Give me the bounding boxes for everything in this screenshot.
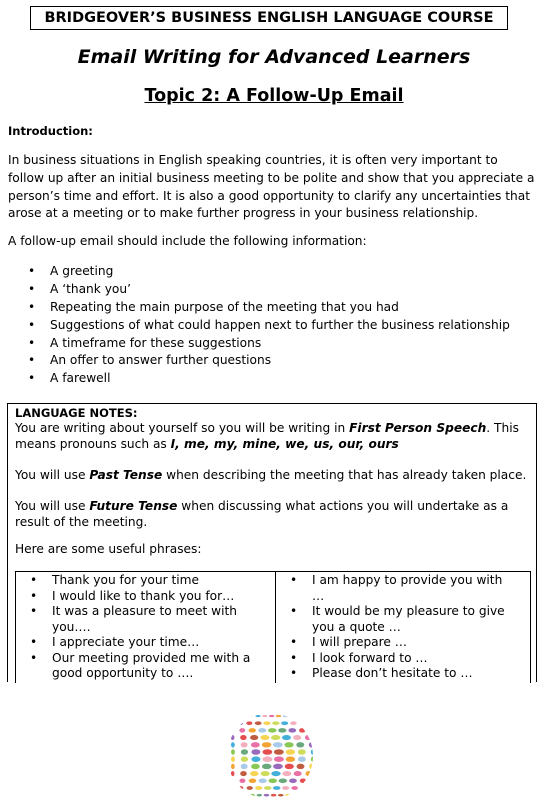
note-text: You will use	[15, 499, 90, 513]
logo-bubble	[264, 786, 271, 790]
logo-bubble	[251, 756, 260, 762]
logo-bubble	[238, 786, 243, 790]
logo-bubble	[298, 756, 306, 762]
logo-bubble	[231, 735, 235, 740]
logo-bubble	[231, 742, 235, 747]
logo-bubble	[255, 786, 262, 790]
logo-bubble	[230, 721, 233, 725]
logo-bubble	[282, 771, 291, 776]
logo-bubble	[231, 764, 235, 769]
phrase-item: • It would be my pleasure to give you a quote …	[276, 604, 512, 635]
logo-bubble	[273, 742, 283, 747]
list-item: • A greeting	[22, 263, 510, 281]
logo-bubble	[297, 715, 301, 717]
logo-bubble	[272, 721, 279, 725]
list-item: • An offer to answer further questions	[22, 352, 510, 370]
note-text: when describing the meeting that has already taken place.	[162, 468, 527, 482]
course-title: BRIDGEOVER’S BUSINESS ENGLISH LANGUAGE COURSE	[44, 10, 494, 26]
logo-bubble	[262, 749, 272, 755]
logo-bubble	[236, 715, 239, 717]
logo-bubble	[262, 715, 267, 717]
logo-bubble	[293, 735, 301, 740]
logo-bubble	[231, 771, 235, 776]
document-subtitle: Email Writing for Advanced Learners	[77, 46, 471, 68]
logo-bubble	[255, 715, 260, 717]
logo-bubble	[262, 764, 272, 769]
logo-bubble	[285, 764, 294, 769]
logo-bubble	[290, 721, 297, 725]
logo-bubble	[271, 771, 280, 776]
phrase-item: • I am happy to provide you with …	[276, 573, 512, 604]
introduction-paragraph: In business situations in English speaking countries, it is often very important to follow up after an initial business meeting to be polite and show that you appreciate a person’s time and effort. It is also a good opportunity to clarify any uncertainties that arose at a meeting or to make further progress in your business relationship.	[8, 153, 535, 221]
note-text: You are writing about yourself so you will be writing in	[15, 421, 350, 435]
logo-bubble	[283, 715, 288, 717]
phrase-item: • Our meeting provided me with a good opportunity to ….	[16, 651, 252, 682]
logo-bubble	[281, 721, 288, 725]
logo-bubble	[251, 742, 260, 747]
logo-bubble	[268, 778, 277, 783]
logo-bubble	[249, 778, 256, 783]
logo-bubble	[286, 749, 295, 755]
logo-bubble	[240, 771, 247, 776]
logo-bubble	[230, 715, 232, 717]
logo-bubble	[241, 742, 248, 747]
phrases-column-left	[16, 572, 276, 683]
phrase-item: • I would like to thank you for…	[16, 589, 252, 605]
logo-bubble	[230, 794, 232, 797]
logo-bubble	[309, 742, 314, 747]
logo-bubble	[291, 786, 298, 790]
logo-bubble	[311, 749, 314, 755]
logo-bubble	[231, 778, 234, 783]
logo-bubble	[274, 756, 284, 762]
logo-bubble	[310, 728, 314, 733]
logo-bubble	[309, 721, 313, 725]
logo-bubble	[311, 786, 314, 790]
logo-bubble	[297, 764, 305, 769]
note-text: when discussing what actions you will undertake as a result of the meeting.	[15, 499, 509, 529]
logo-bubble	[247, 786, 253, 790]
first-person-term: First Person Speech	[349, 421, 487, 435]
list-item: • Suggestions of what could happen next to further the business relationship	[22, 317, 510, 335]
phrase-item: • Please don’t hesitate to …	[276, 666, 512, 682]
logo-bubble	[251, 764, 260, 769]
past-tense-term: Past Tense	[89, 468, 163, 482]
logo-bubble	[264, 794, 270, 797]
logo-bubble	[311, 778, 314, 783]
list-lead-sentence: A follow-up email should include the following information:	[8, 234, 367, 248]
logo-bubble	[309, 764, 314, 769]
logo-bubble	[294, 771, 302, 776]
logo-bubble	[300, 778, 307, 783]
email-content-list	[22, 263, 510, 388]
logo-bubble	[230, 786, 233, 790]
list-item: • A timeframe for these suggestions	[22, 335, 510, 353]
logo-bubble	[250, 771, 258, 776]
logo-bubble	[268, 728, 276, 733]
logo-bubble	[238, 721, 243, 725]
logo-bubble	[278, 728, 286, 733]
note-text: You will use	[15, 468, 90, 482]
logo-bubble	[296, 742, 304, 747]
logo-bubble	[249, 715, 254, 717]
logo-bubble	[257, 794, 262, 797]
logo-bubble	[241, 764, 248, 769]
future-tense-note	[15, 499, 529, 530]
past-tense-note	[15, 468, 529, 484]
logo-bubble	[300, 794, 304, 797]
logo-bubble	[236, 794, 239, 797]
list-item: • Repeating the main purpose of the meeting that you had	[22, 299, 510, 317]
logo-bubble	[282, 786, 289, 790]
logo-bubble	[243, 794, 247, 797]
logo-bubble	[241, 756, 248, 762]
logo-bubble	[263, 756, 273, 762]
logo-bubble	[288, 728, 296, 733]
logo-bubble	[246, 721, 252, 725]
pronoun-list: I, me, my, mine, we, us, our, ours	[170, 436, 399, 451]
logo-bubble	[290, 715, 295, 717]
logo-bubble	[249, 728, 256, 733]
logo-bubble	[273, 764, 283, 769]
logo-bubble	[258, 728, 266, 733]
logo-bubble	[282, 735, 291, 740]
logo-bubble	[260, 735, 269, 740]
useful-phrases-table	[15, 571, 531, 683]
logo-bubble	[239, 728, 245, 733]
logo-bubble	[298, 749, 306, 755]
logo-bubble	[305, 735, 311, 740]
logo-bubble	[271, 735, 280, 740]
language-notes-box	[7, 403, 537, 682]
language-notes-heading: LANGUAGE NOTES:	[15, 406, 138, 420]
phrase-item: • I look forward to …	[276, 651, 512, 667]
logo-bubble	[293, 794, 298, 797]
speech-bubble-globe-logo	[226, 712, 314, 800]
logo-bubble	[242, 715, 246, 717]
logo-bubble	[308, 794, 311, 797]
logo-bubble	[284, 742, 293, 747]
phrase-item: • I appreciate your time…	[16, 635, 252, 651]
note-text: . This means pronouns such as	[15, 421, 519, 451]
list-item: • A ‘thank you’	[22, 281, 510, 299]
logo-bubble	[279, 778, 287, 783]
list-item: • A farewell	[22, 370, 510, 388]
logo-bubble	[273, 786, 280, 790]
logo-bubble	[241, 749, 248, 755]
introduction-heading: Introduction:	[8, 124, 93, 138]
logo-bubble	[251, 749, 260, 755]
logo-bubble	[312, 715, 314, 717]
logo-bubble	[269, 715, 274, 717]
logo-bubble	[300, 721, 306, 725]
logo-bubble	[304, 715, 308, 717]
logo-bubble	[263, 721, 270, 725]
phrase-item: • Thank you for your time	[16, 573, 252, 589]
logo-bubble	[271, 794, 277, 797]
logo-bubble	[286, 756, 295, 762]
logo-bubble	[261, 771, 270, 776]
logo-bubble	[285, 794, 290, 797]
logo-bubble	[278, 794, 284, 797]
logo-bubble	[299, 728, 306, 733]
logo-bubble	[231, 756, 235, 762]
logo-bubble	[276, 715, 281, 717]
logo-bubble	[262, 742, 272, 747]
logo-bubble	[255, 721, 262, 725]
first-person-note	[15, 421, 529, 452]
logo-bubble	[274, 749, 284, 755]
logo-bubble	[240, 735, 247, 740]
logo-bubble	[289, 778, 297, 783]
logo-bubble	[311, 756, 314, 762]
course-title-box	[30, 6, 508, 30]
phrase-item: • It was a pleasure to meet with you….	[16, 604, 252, 635]
logo-bubble	[239, 778, 245, 783]
logo-bubble	[258, 778, 266, 783]
logo-bubble	[231, 728, 234, 733]
phrases-column-right	[276, 572, 530, 683]
useful-phrases-lead: Here are some useful phrases:	[15, 542, 202, 556]
logo-bubble	[250, 735, 258, 740]
topic-title: Topic 2: A Follow-Up Email	[144, 86, 404, 106]
phrase-item: • I will prepare …	[276, 635, 512, 651]
logo-bubble	[231, 749, 235, 755]
logo-bubble	[250, 794, 255, 797]
logo-bubble	[306, 771, 312, 776]
logo-bubble	[301, 786, 306, 790]
future-tense-term: Future Tense	[89, 499, 178, 513]
